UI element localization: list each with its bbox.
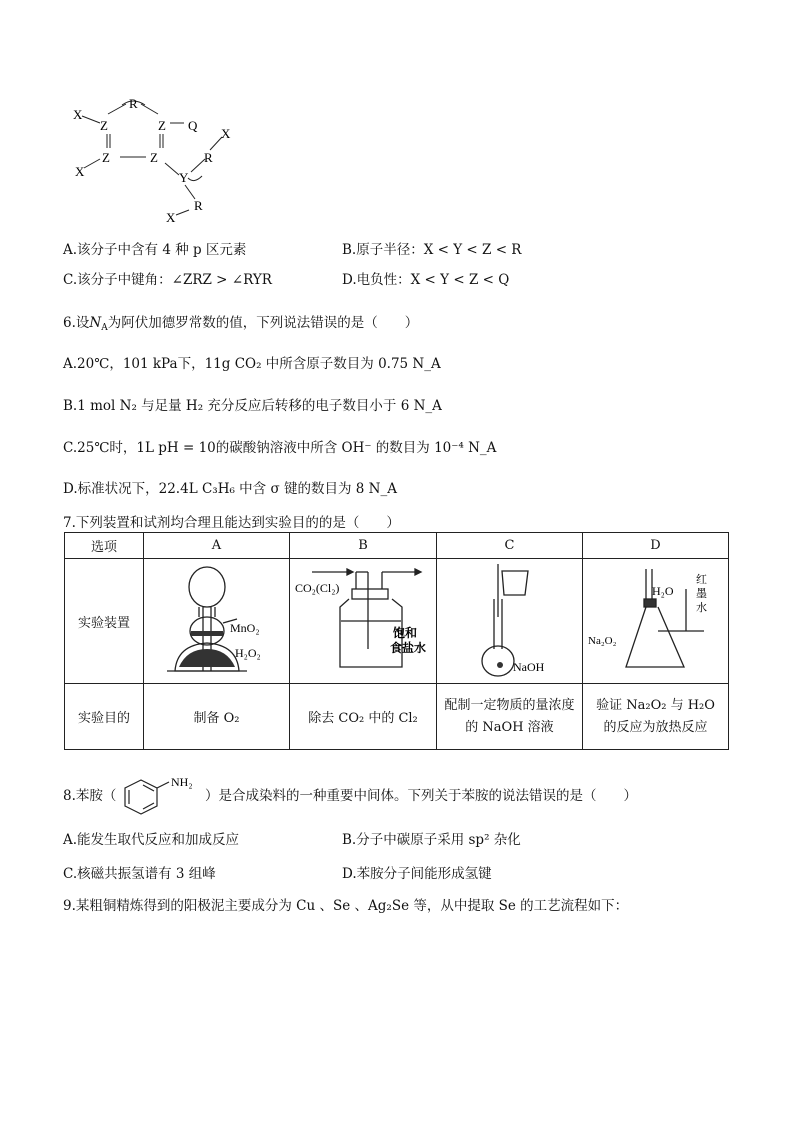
apparatus-b: [290, 559, 437, 684]
q5-option-d-label: D.电负性：: [342, 272, 411, 288]
table-header-cell: B: [290, 533, 437, 559]
q6-option-a: A.20℃，101 kPa下，11g CO₂ 中所含原子数目为 0.75 N_A: [63, 356, 441, 372]
kipp-apparatus-diagram: [147, 559, 287, 679]
q6-stem: 6.设$N_A$为阿伏加德罗常数的值，下列说法错误的是（ ）: [63, 315, 419, 333]
q5-option-c-label: C.该分子中键角：: [63, 272, 172, 288]
wash-bottle-diagram: [292, 559, 434, 679]
q5-option-b-label: B.原子半径：: [342, 242, 424, 258]
label-nh2: NH₂: [170, 775, 193, 789]
purpose-cell: 除去 CO₂ 中的 Cl₂: [290, 684, 437, 750]
row-label: 实验目的: [65, 684, 144, 750]
q6-option-c: C.25℃时，1L pH = 10的碳酸钠溶液中所含 OH⁻ 的数目为 10⁻⁴ N_A: [63, 440, 497, 456]
purpose-cell: 配制一定物质的量浓度的 NaOH 溶液: [437, 684, 583, 750]
label-h2o2: H₂O₂: [234, 646, 261, 660]
atom-x: X: [75, 164, 85, 179]
label-mno2: MnO₂: [229, 621, 260, 635]
atom-y: Y: [179, 170, 189, 185]
row-label: 实验装置: [65, 559, 144, 684]
benzene-ring-icon: [121, 774, 201, 818]
label-h2o: H₂O: [651, 584, 674, 598]
purpose-cell: 制备 O₂: [144, 684, 290, 750]
q8-stem: [63, 774, 637, 818]
label-red-3: 水: [695, 601, 707, 614]
q6-option-b: B.1 mol N₂ 与足量 H₂ 充分反应后转移的电子数目小于 6 N_A: [63, 398, 442, 414]
volumetric-flask-diagram: [440, 559, 580, 679]
q5-option-d: [342, 268, 509, 288]
label-saturated: 饱和: [393, 626, 418, 640]
apparatus-d: [583, 559, 729, 684]
q8-option-c: C.核磁共振氢谱有 3 组峰: [63, 866, 216, 882]
table-header-cell: A: [144, 533, 290, 559]
apparatus-c: [437, 559, 583, 684]
atom-z: Z: [158, 118, 166, 133]
atom-z: Z: [100, 118, 108, 133]
q5-option-b: [342, 238, 521, 258]
conical-flask-diagram: [586, 559, 726, 679]
label-brine: 食盐水: [390, 641, 427, 655]
purpose-cell: 验证 Na₂O₂ 与 H₂O 的反应为放热反应: [583, 684, 729, 750]
q8-option-d: D.苯胺分子间能形成氢键: [342, 866, 492, 882]
molecule-structure: [68, 92, 248, 230]
experiment-table: [64, 532, 729, 750]
q5-option-b-expr: X < Y < Z < R: [423, 242, 522, 258]
label-na2o2: Na₂O₂: [587, 635, 616, 647]
q6-stem-post: 为阿伏加德罗常数的值，下列说法错误的是（ ）: [107, 315, 419, 331]
atom-z: Z: [102, 150, 110, 165]
atom-r: R: [204, 150, 213, 165]
atom-z: Z: [150, 150, 158, 165]
atom-r: R: [129, 96, 138, 111]
q5-option-c: [63, 268, 272, 288]
table-row-purpose: [65, 684, 729, 750]
q9-stem: 9.某粗铜精炼得到的阳极泥主要成分为 Cu 、Se 、Ag₂Se 等，从中提取 Se 的工艺流程如下：: [63, 898, 629, 914]
q8-option-b: B.分子中碳原子采用 sp² 杂化: [342, 832, 521, 848]
q6-option-d: D.标准状况下，22.4L C₃H₆ 中含 σ 键的数目为 8 N_A: [63, 481, 397, 497]
q5-option-a: A.该分子中含有 4 种 p 区元素: [63, 242, 247, 258]
label-red-2: 墨: [695, 587, 707, 600]
q8-stem-pre: 8.苯胺（: [63, 788, 117, 804]
table-header-row: [65, 533, 729, 559]
q8-option-a: A.能发生取代反应和加成反应: [63, 832, 240, 848]
table-header-cell: 选项: [65, 533, 144, 559]
atom-x: X: [73, 107, 83, 122]
atom-r: R: [194, 198, 203, 213]
atom-x: X: [166, 210, 176, 225]
q6-stem-pre: 6.设: [63, 315, 90, 331]
atom-x: X: [221, 126, 231, 141]
table-header-cell: D: [583, 533, 729, 559]
atom-q: Q: [188, 118, 198, 133]
q7-stem: 7.下列装置和试剂均合理且能达到实验目的的是（ ）: [63, 515, 400, 531]
table-header-cell: C: [437, 533, 583, 559]
q5-option-d-expr: X < Y < Z < Q: [410, 272, 510, 288]
label-red-1: 红: [695, 573, 707, 586]
q5-option-c-expr: ∠ZRZ > ∠RYR: [171, 272, 272, 288]
q8-stem-post: ）是合成染料的一种重要中间体。下列关于苯胺的说法错误的是（ ）: [204, 788, 637, 804]
table-row-apparatus: [65, 559, 729, 684]
label-naoh: NaOH: [512, 660, 544, 674]
apparatus-a: [144, 559, 290, 684]
label-co2-cl2: CO₂(Cl₂): [295, 581, 340, 595]
